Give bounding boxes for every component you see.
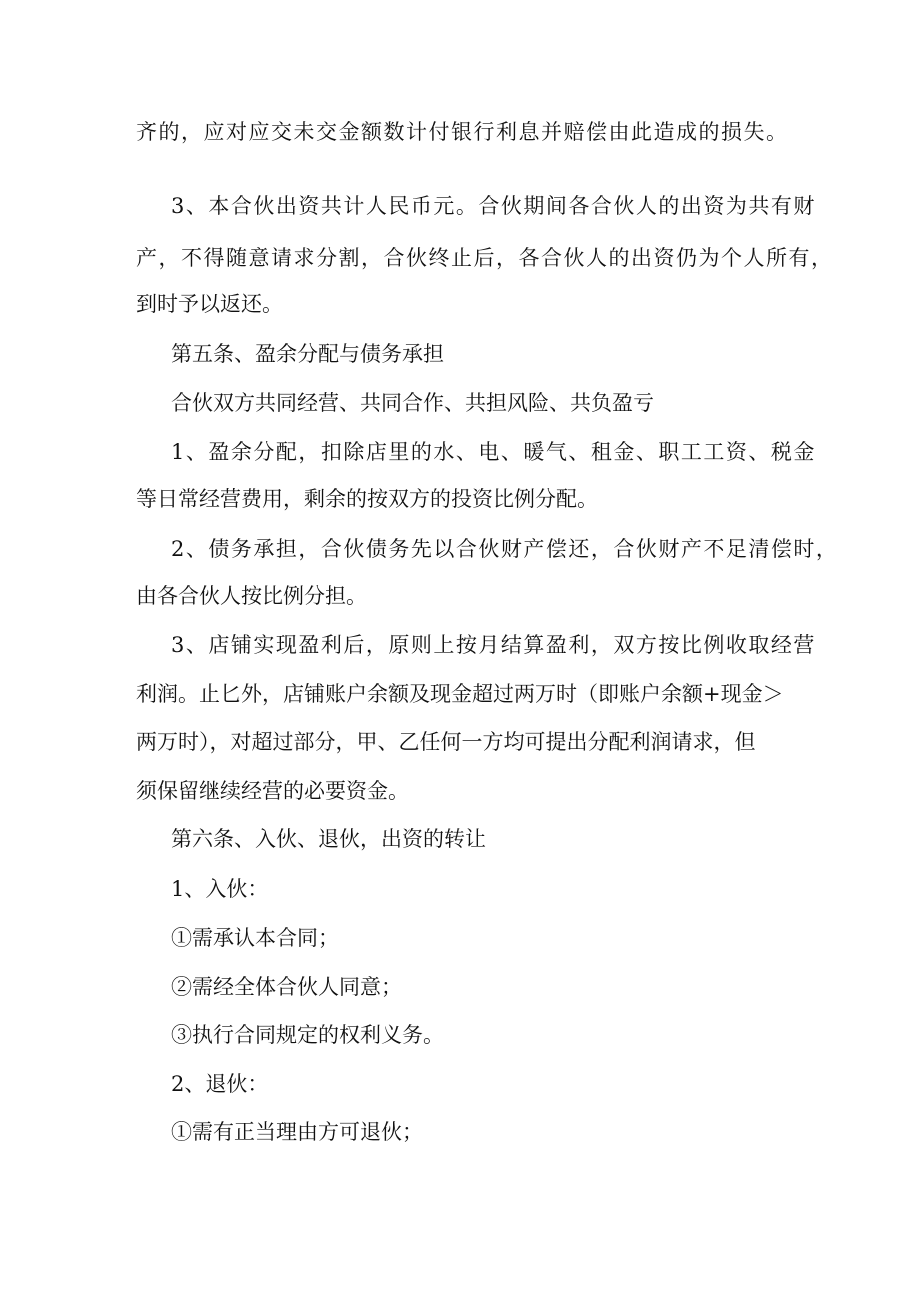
list-item: ①需承认本合同；	[171, 926, 339, 950]
paragraph-line: 齐的，应对应交未交金额数计付银行利息并赔偿由此造成的损失。	[136, 120, 789, 144]
paragraph-line: 须保留继续经营的必要资金。	[136, 779, 409, 803]
paragraph-line: 产，不得随意请求分割，合伙终止后，各合伙人的出资仍为个人所有，	[136, 246, 834, 270]
list-item: ③执行合同规定的权利义务。	[171, 1023, 444, 1047]
section-heading: 第五条、盈余分配与债务承担	[171, 342, 444, 366]
paragraph-line: 1、入伙：	[171, 877, 269, 901]
list-item: ①需有正当理由方可退伙；	[171, 1120, 423, 1144]
paragraph-line: 2、退伙：	[171, 1072, 269, 1096]
paragraph-line: 合伙双方共同经营、共同合作、共担风险、共负盈亏	[171, 391, 654, 415]
paragraph-line: 利润。止匕外，店铺账户余额及现金超过两万时（即账户余额+现金＞	[136, 682, 784, 706]
paragraph-line: 由各合伙人按比例分担。	[136, 584, 367, 608]
paragraph-line: 3、本合伙出资共计人民币元。合伙期间各合伙人的出资为共有财	[171, 194, 816, 218]
paragraph-line: 1、盈余分配，扣除店里的水、电、暖气、租金、职工工资、税金	[171, 440, 816, 464]
paragraph-line: 到时予以返还。	[136, 292, 283, 316]
paragraph-line: 3、店铺实现盈利后，原则上按月结算盈利，双方按比例收取经营	[171, 633, 816, 657]
paragraph-line: 两万时），对超过部分，甲、乙任何一方均可提出分配利润请求，但	[136, 730, 756, 754]
paragraph-line: 2、债务承担，合伙债务先以合伙财产偿还，合伙财产不足清偿时，	[171, 537, 839, 561]
paragraph-line: 等日常经营费用，剩余的按双方的投资比例分配。	[136, 487, 598, 511]
section-heading: 第六条、入伙、退伙，出资的转让	[171, 827, 486, 851]
list-item: ②需经全体合伙人同意；	[171, 975, 402, 999]
